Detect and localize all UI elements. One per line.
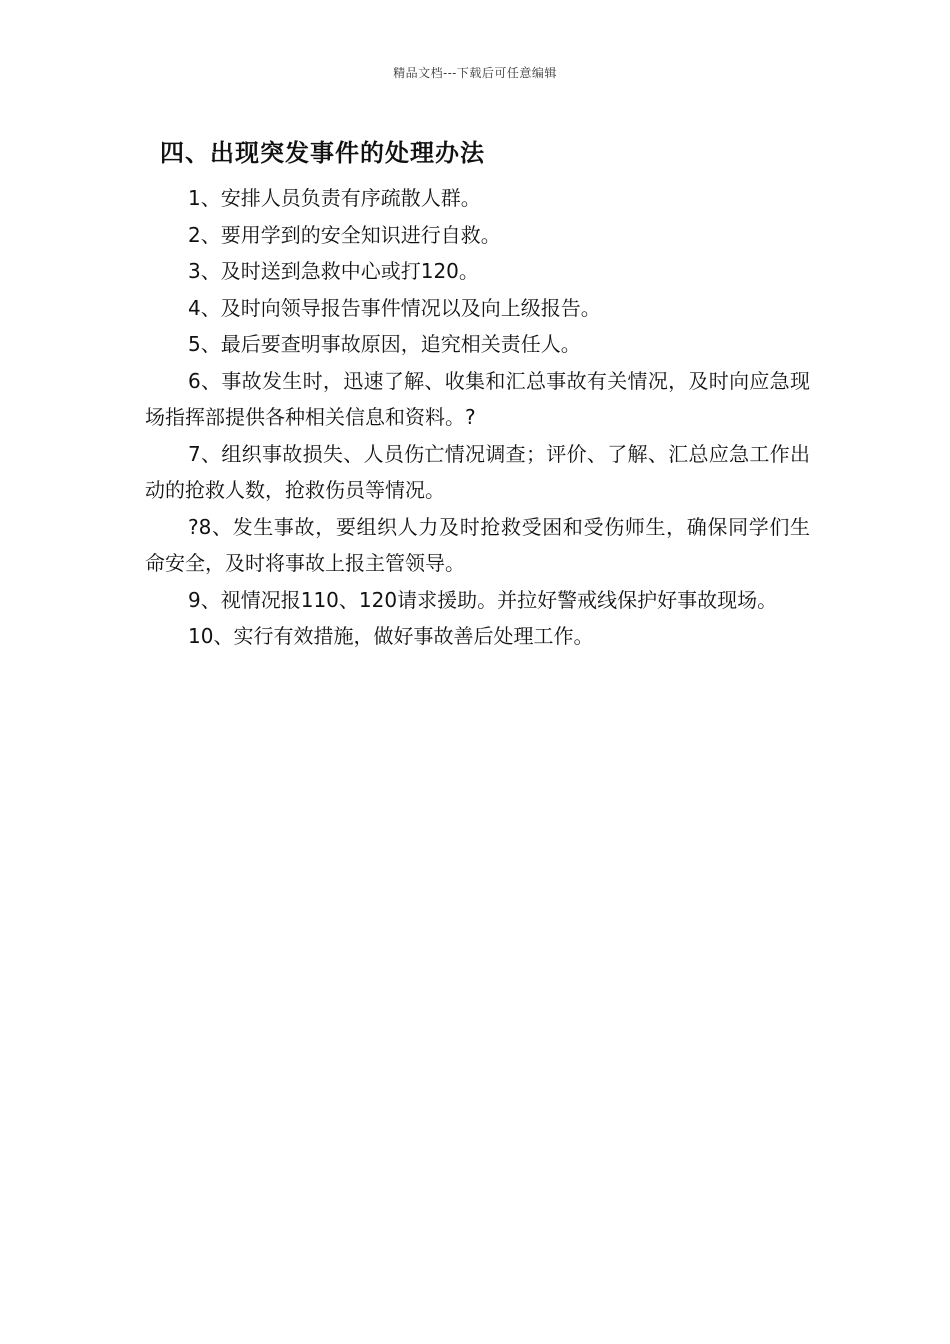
list-item-7: 7、组织事故损失、人员伤亡情况调查；评价、了解、汇总应急工作出动的抢救人数，抢救伤员等情况。 — [145, 441, 810, 502]
section-title: 四、出现突发事件的处理办法 — [160, 139, 485, 167]
document-body — [145, 180, 810, 655]
list-item-4: 4、及时向领导报告事件情况以及向上级报告。 — [188, 295, 601, 320]
list-item-3: 3、及时送到急救中心或打120。 — [188, 259, 479, 283]
list-item-5: 5、最后要查明事故原因，追究相关责任人。 — [188, 332, 581, 356]
list-item-10: 10、实行有效措施，做好事故善后处理工作。 — [188, 624, 594, 648]
list-item-2: 2、要用学到的安全知识进行自救。 — [188, 222, 501, 247]
page-header: 精品文档---下载后可任意编辑 — [393, 66, 557, 80]
list-item-9: 9、视情况报110、120请求援助。并拉好警戒线保护好事故现场。 — [188, 587, 778, 612]
list-item-1: 1、安排人员负责有序疏散人群。 — [188, 186, 481, 210]
list-item-8: ?8、发生事故，要组织人力及时抢救受困和受伤师生，确保同学们生命安全，及时将事故上报主管领导。 — [145, 514, 810, 575]
list-item-6: 6、事故发生时，迅速了解、收集和汇总事故有关情况，及时向应急现场指挥部提供各种相关信息和资料。? — [145, 368, 810, 429]
